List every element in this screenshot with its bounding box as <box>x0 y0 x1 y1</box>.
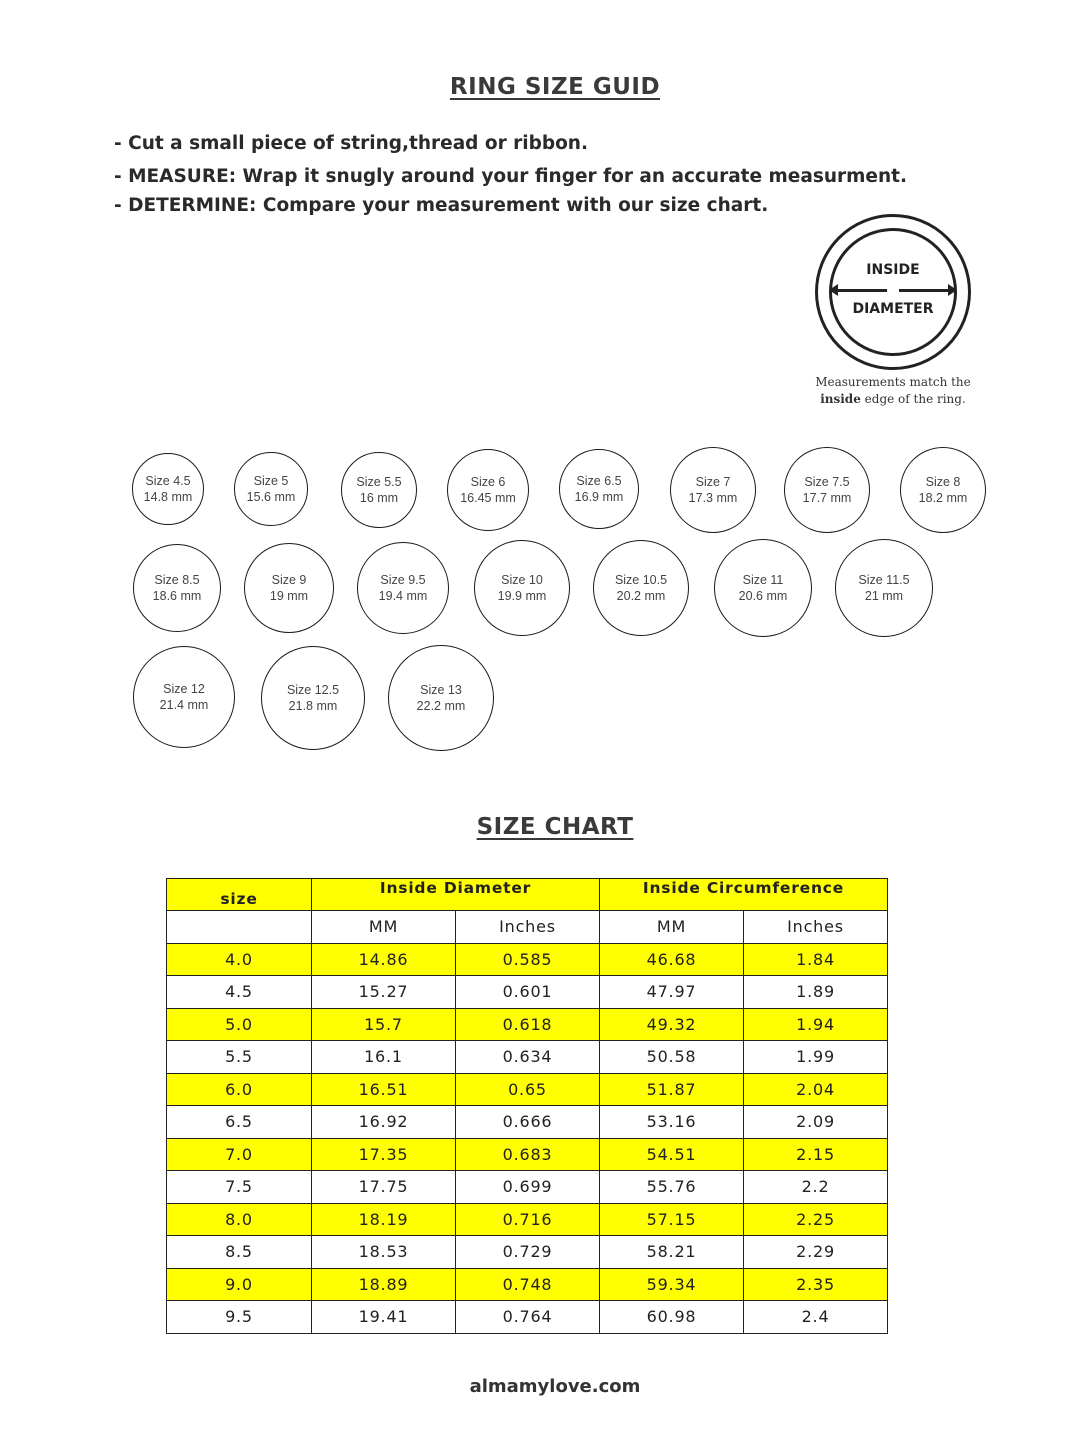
diameter-inches-cell: 0.748 <box>456 1268 600 1301</box>
diameter-inches-header: Inches <box>456 911 600 944</box>
diameter-mm-cell: 18.53 <box>312 1236 456 1269</box>
ring-size-circle <box>593 540 689 636</box>
ring-mm-label: 17.3 mm <box>688 491 738 505</box>
inside-diameter-diagram <box>815 214 971 370</box>
diameter-mm-cell: 15.27 <box>312 976 456 1009</box>
size-cell: 5.5 <box>167 1041 312 1074</box>
ring-size-circle <box>357 542 449 634</box>
ring-size-circle <box>133 646 235 748</box>
circumference-mm-cell: 57.15 <box>600 1203 744 1236</box>
table-row <box>167 1106 888 1139</box>
ring-size-label: Size 6 <box>470 475 506 489</box>
ring-size-circle <box>670 447 756 533</box>
table-row <box>167 1138 888 1171</box>
table-row <box>167 1041 888 1074</box>
empty-header-cell <box>167 911 312 944</box>
circumference-inches-cell: 2.2 <box>744 1171 888 1204</box>
instruction-item: - DETERMINE: Compare your measurement with our size chart. <box>114 195 769 216</box>
diameter-inches-cell: 0.683 <box>456 1138 600 1171</box>
diameter-inches-cell: 0.585 <box>456 943 600 976</box>
diameter-mm-cell: 19.41 <box>312 1301 456 1334</box>
circumference-inches-cell: 1.84 <box>744 943 888 976</box>
ring-size-label: Size 12 <box>163 682 205 696</box>
diameter-column-header: Inside Diameter <box>312 879 600 911</box>
ring-mm-label: 15.6 mm <box>246 490 296 504</box>
ring-size-circle <box>447 449 529 531</box>
circumference-mm-cell: 55.76 <box>600 1171 744 1204</box>
diameter-mm-cell: 16.51 <box>312 1073 456 1106</box>
ring-size-label: Size 6.5 <box>576 474 622 488</box>
table-row <box>167 1203 888 1236</box>
diameter-mm-cell: 14.86 <box>312 943 456 976</box>
circumference-inches-cell: 2.29 <box>744 1236 888 1269</box>
ring-size-label: Size 13 <box>420 683 462 697</box>
diameter-mm-cell: 16.1 <box>312 1041 456 1074</box>
size-column-header: size <box>167 879 312 911</box>
size-cell: 6.0 <box>167 1073 312 1106</box>
ring-mm-label: 16 mm <box>359 491 399 505</box>
size-chart-body <box>167 943 888 1333</box>
circumference-mm-cell: 49.32 <box>600 1008 744 1041</box>
table-row <box>167 1171 888 1204</box>
size-chart-table <box>166 878 888 1334</box>
circumference-inches-cell: 1.99 <box>744 1041 888 1074</box>
ring-size-label: Size 11 <box>742 573 784 587</box>
ring-mm-label: 16.9 mm <box>574 490 624 504</box>
diameter-mm-cell: 15.7 <box>312 1008 456 1041</box>
ring-mm-label: 17.7 mm <box>802 491 852 505</box>
circumference-inches-header: Inches <box>744 911 888 944</box>
size-cell: 8.5 <box>167 1236 312 1269</box>
page-title-text: RING SIZE GUID <box>449 74 661 100</box>
table-row <box>167 943 888 976</box>
size-chart-title <box>0 814 1080 840</box>
circumference-inches-cell: 2.25 <box>744 1203 888 1236</box>
diagram-note <box>800 374 986 408</box>
ring-size-circle <box>133 544 221 632</box>
ring-size-label: Size 7.5 <box>804 475 850 489</box>
ring-size-circle <box>900 447 986 533</box>
circumference-mm-cell: 54.51 <box>600 1138 744 1171</box>
table-row <box>167 976 888 1009</box>
ring-size-label: Size 10.5 <box>614 573 668 587</box>
diameter-mm-cell: 18.89 <box>312 1268 456 1301</box>
diameter-mm-cell: 18.19 <box>312 1203 456 1236</box>
ring-size-circle <box>559 449 639 529</box>
table-row <box>167 1073 888 1106</box>
size-cell: 5.0 <box>167 1008 312 1041</box>
circumference-mm-cell: 60.98 <box>600 1301 744 1334</box>
circumference-mm-header: MM <box>600 911 744 944</box>
diameter-inches-cell: 0.729 <box>456 1236 600 1269</box>
ring-size-circle <box>234 452 308 526</box>
ring-size-circle <box>261 646 365 750</box>
ring-mm-label: 16.45 mm <box>460 491 516 505</box>
note-bold: inside <box>820 392 861 406</box>
table-row <box>167 1008 888 1041</box>
size-chart-title-text: SIZE CHART <box>476 814 634 840</box>
table-row <box>167 1236 888 1269</box>
circumference-inches-cell: 1.89 <box>744 976 888 1009</box>
double-arrow-icon <box>837 289 949 292</box>
ring-mm-label: 20.2 mm <box>616 589 666 603</box>
ring-size-circle <box>132 453 204 525</box>
diameter-mm-cell: 16.92 <box>312 1106 456 1139</box>
diameter-inches-cell: 0.601 <box>456 976 600 1009</box>
size-cell: 4.5 <box>167 976 312 1009</box>
diagram-label-inside: INSIDE <box>866 262 920 278</box>
ring-size-circle <box>784 447 870 533</box>
table-row <box>167 1268 888 1301</box>
instruction-item: - MEASURE: Wrap it snugly around your finger for an accurate measurment. <box>114 166 907 187</box>
ring-mm-label: 19.4 mm <box>378 589 428 603</box>
ring-size-circle <box>341 452 417 528</box>
circumference-mm-cell: 46.68 <box>600 943 744 976</box>
size-cell: 4.0 <box>167 943 312 976</box>
diameter-mm-header: MM <box>312 911 456 944</box>
circumference-mm-cell: 51.87 <box>600 1073 744 1106</box>
ring-size-label: Size 5.5 <box>356 475 402 489</box>
circumference-inches-cell: 2.15 <box>744 1138 888 1171</box>
diameter-mm-cell: 17.75 <box>312 1171 456 1204</box>
size-cell: 6.5 <box>167 1106 312 1139</box>
circumference-inches-cell: 2.09 <box>744 1106 888 1139</box>
ring-size-label: Size 12.5 <box>286 683 340 697</box>
size-cell: 9.5 <box>167 1301 312 1334</box>
diagram-label-diameter: DIAMETER <box>852 301 934 317</box>
instruction-item: - Cut a small piece of string,thread or ribbon. <box>114 133 588 154</box>
ring-mm-label: 19.9 mm <box>497 589 547 603</box>
ring-mm-label: 21.4 mm <box>159 698 209 712</box>
ring-size-label: Size 9 <box>271 573 307 587</box>
ring-size-label: Size 10 <box>501 573 543 587</box>
ring-size-circle <box>474 540 570 636</box>
note-prefix: Measurements match the <box>815 375 971 389</box>
diameter-inches-cell: 0.699 <box>456 1171 600 1204</box>
note-suffix: edge of the ring. <box>864 392 966 406</box>
ring-size-label: Size 7 <box>695 475 731 489</box>
diameter-inches-cell: 0.634 <box>456 1041 600 1074</box>
ring-size-circle <box>835 539 933 637</box>
diameter-inches-cell: 0.65 <box>456 1073 600 1106</box>
circumference-inches-cell: 1.94 <box>744 1008 888 1041</box>
circumference-inches-cell: 2.4 <box>744 1301 888 1334</box>
footer-website: almamylove.com <box>469 1376 641 1397</box>
ring-mm-label: 22.2 mm <box>416 699 466 713</box>
ring-mm-label: 14.8 mm <box>143 490 193 504</box>
size-cell: 9.0 <box>167 1268 312 1301</box>
circumference-mm-cell: 59.34 <box>600 1268 744 1301</box>
circumference-mm-cell: 50.58 <box>600 1041 744 1074</box>
ring-size-circle <box>714 539 812 637</box>
ring-mm-label: 21.8 mm <box>288 699 338 713</box>
circumference-column-header: Inside Circumference <box>600 879 888 911</box>
ring-size-label: Size 8.5 <box>154 573 200 587</box>
ring-size-label: Size 5 <box>253 474 289 488</box>
circumference-mm-cell: 58.21 <box>600 1236 744 1269</box>
diameter-inches-cell: 0.716 <box>456 1203 600 1236</box>
ring-mm-label: 19 mm <box>269 589 309 603</box>
circumference-inches-cell: 2.35 <box>744 1268 888 1301</box>
circumference-mm-cell: 47.97 <box>600 976 744 1009</box>
diameter-inches-cell: 0.618 <box>456 1008 600 1041</box>
ring-mm-label: 20.6 mm <box>738 589 788 603</box>
table-row <box>167 1301 888 1334</box>
size-cell: 8.0 <box>167 1203 312 1236</box>
ring-mm-label: 18.2 mm <box>918 491 968 505</box>
diameter-inches-cell: 0.764 <box>456 1301 600 1334</box>
ring-mm-label: 18.6 mm <box>152 589 202 603</box>
size-cell: 7.5 <box>167 1171 312 1204</box>
ring-size-circle <box>388 645 494 751</box>
circumference-mm-cell: 53.16 <box>600 1106 744 1139</box>
ring-size-label: Size 9.5 <box>380 573 426 587</box>
size-cell: 7.0 <box>167 1138 312 1171</box>
circumference-inches-cell: 2.04 <box>744 1073 888 1106</box>
ring-size-label: Size 11.5 <box>858 573 910 587</box>
diameter-inches-cell: 0.666 <box>456 1106 600 1139</box>
page-title <box>0 74 1080 100</box>
ring-size-circle <box>244 543 334 633</box>
ring-size-label: Size 4.5 <box>145 474 191 488</box>
ring-mm-label: 21 mm <box>864 589 904 603</box>
diameter-mm-cell: 17.35 <box>312 1138 456 1171</box>
ring-size-label: Size 8 <box>925 475 961 489</box>
